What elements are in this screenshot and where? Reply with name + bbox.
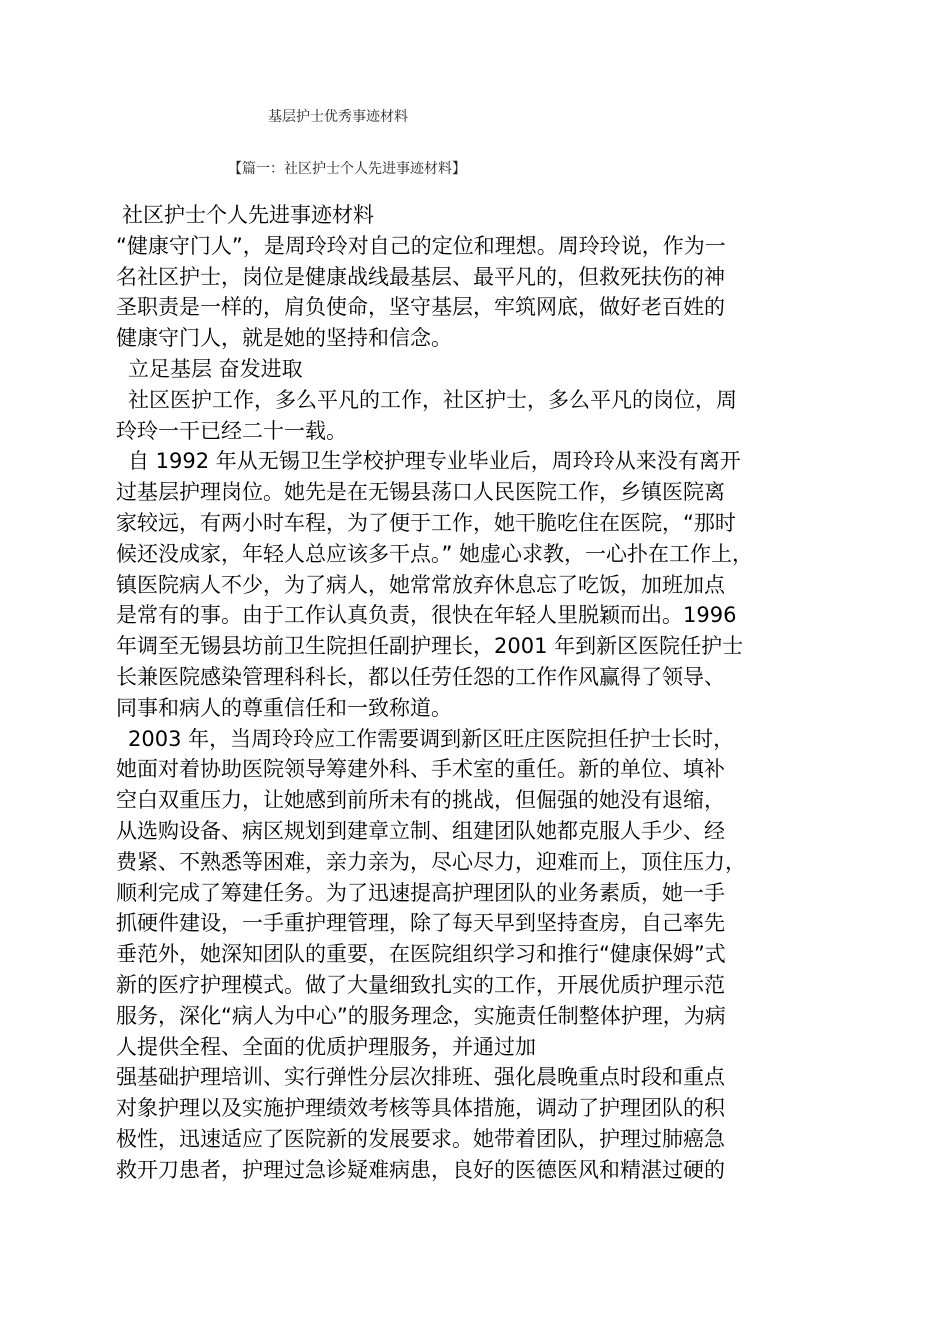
text-line: “健康守门人”，是周玲玲对自己的定位和理想。周玲玲说，作为一 xyxy=(116,233,726,258)
document-title: 基层护士优秀事迹材料 xyxy=(268,109,408,125)
text-line: 新的医疗护理模式。做了大量细致扎实的工作，开展优质护理示范 xyxy=(116,972,725,997)
text-line: 费紧、不熟悉等困难，亲力亲为，尽心尽力，迎难而上，顶住压力， xyxy=(116,849,746,874)
text-line: 自 1992 年从无锡卫生学校护理专业毕业后，周玲玲从来没有离开 xyxy=(128,449,741,474)
section-label: 【篇一：社区护士个人先进事迹材料】 xyxy=(228,161,466,177)
text-line: 顺利完成了筹建任务。为了迅速提高护理团队的业务素质，她一手 xyxy=(116,880,725,905)
text-line: 强基础护理培训、实行弹性分层次排班、强化晨晚重点时段和重点 xyxy=(116,1065,725,1090)
text-line: 救开刀患者，护理过急诊疑难病患，良好的医德医风和精湛过硬的 xyxy=(116,1157,725,1182)
text-line: 对象护理以及实施护理绩效考核等具体措施，调动了护理团队的积 xyxy=(116,1096,725,1121)
subsection-heading: 立足基层 奋发进取 xyxy=(128,356,303,381)
text-line: 抓硬件建设，一手重护理管理，除了每天早到坚持查房，自己率先 xyxy=(116,911,725,936)
text-line: 人提供全程、全面的优质护理服务，并通过加 xyxy=(116,1034,536,1059)
document-body xyxy=(116,200,866,1186)
text-line: 年调至无锡县坊前卫生院担任副护理长，2001 年到新区医院任护士 xyxy=(116,634,744,659)
article-heading: 社区护士个人先进事迹材料 xyxy=(122,203,374,227)
text-line: 空白双重压力，让她感到前所未有的挑战，但倔强的她没有退缩， xyxy=(116,788,725,813)
text-line: 是常有的事。由于工作认真负责，很快在年轻人里脱颖而出。1996 xyxy=(116,603,737,628)
text-line: 玲玲一干已经二十一载。 xyxy=(116,418,347,443)
text-line: 垂范外，她深知团队的重要，在医院组织学习和推行“健康保姆”式 xyxy=(116,942,726,967)
text-line: 长兼医院感染管理科科长，都以任劳任怨的工作作风赢得了领导、 xyxy=(116,664,725,689)
text-line: 候还没成家，年轻人总应该多干点。” 她虚心求教，一心扑在工作上， xyxy=(116,541,754,566)
text-line: 过基层护理岗位。她先是在无锡县荡口人民医院工作，乡镇医院离 xyxy=(116,480,725,505)
text-line: 同事和病人的尊重信任和一致称道。 xyxy=(116,695,452,720)
text-line: 社区医护工作，多么平凡的工作，社区护士，多么平凡的岗位，周 xyxy=(128,387,737,412)
text-line: 健康守门人，就是她的坚持和信念。 xyxy=(116,326,452,351)
text-line: 2003 年，当周玲玲应工作需要调到新区旺庄医院担任护士长时， xyxy=(128,726,735,751)
text-line: 服务，深化“病人为中心”的服务理念，实施责任制整体护理，为病 xyxy=(116,1003,726,1028)
text-line: 从选购设备、病区规划到建章立制、组建团队她都克服人手少、经 xyxy=(116,818,725,843)
text-line: 她面对着协助医院领导筹建外科、手术室的重任。新的单位、填补 xyxy=(116,757,725,782)
text-line: 镇医院病人不少，为了病人，她常常放弃休息忘了吃饭，加班加点 xyxy=(116,572,725,597)
text-line: 极性，迅速适应了医院新的发展要求。她带着团队，护理过肺癌急 xyxy=(116,1126,725,1151)
text-line: 圣职责是一样的，肩负使命，坚守基层，牢筑网底，做好老百姓的 xyxy=(116,295,725,320)
text-line: 名社区护士，岗位是健康战线最基层、最平凡的，但救死扶伤的神 xyxy=(116,264,725,289)
text-line: 家较远，有两小时车程，为了便于工作，她干脆吃住在医院，“那时 xyxy=(116,510,736,535)
